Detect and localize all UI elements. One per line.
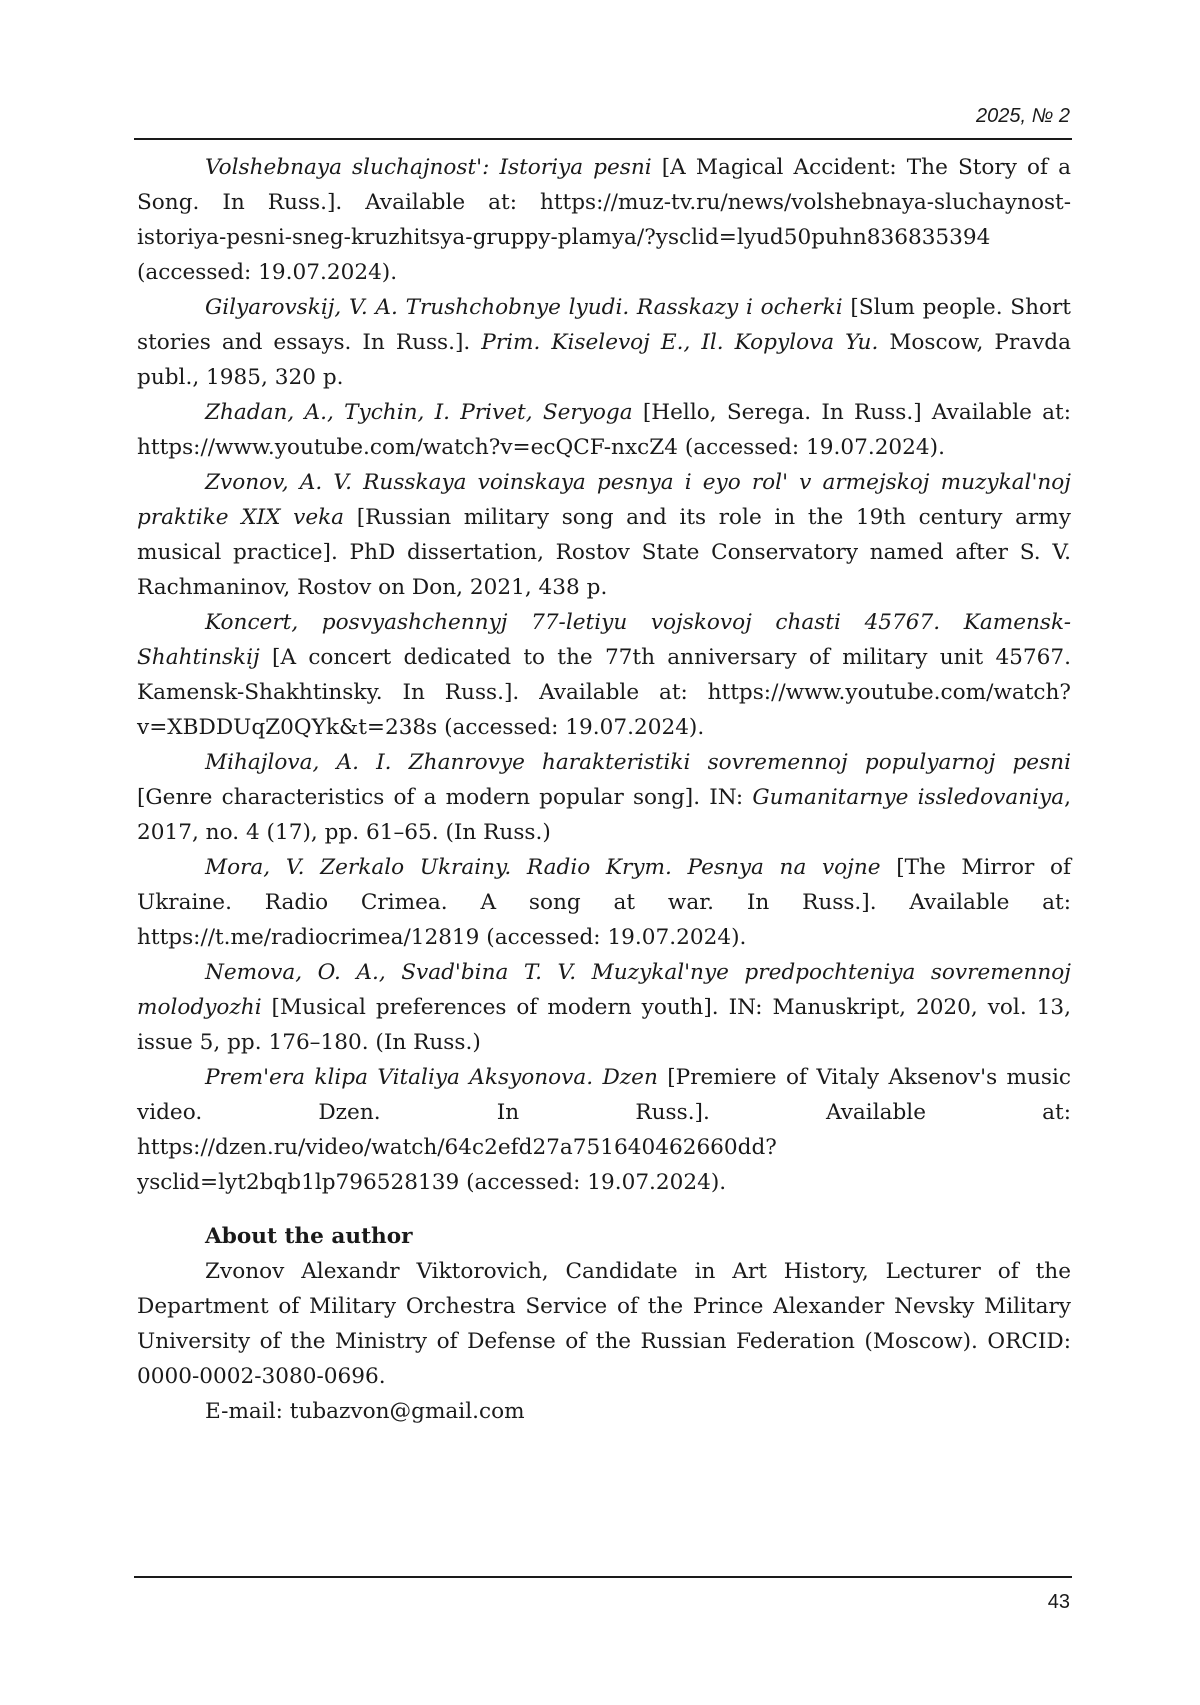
- about-author-section: [137, 1219, 1071, 1429]
- page-number: 43: [1047, 1591, 1070, 1613]
- reference-title: Zvonov, A. V. Russkaya voinskaya pesnya i eyo rol' v armejskoj muzykal'noj praktike XIX veka: [137, 470, 1071, 530]
- reference-details-secondary: , 2017, no. 4 (17), pp. 61–65. (In Russ.): [137, 785, 1072, 845]
- reference-details: [A Magical Accident: The Story of a Song. In Russ.]. Available at: https://muz-tv.ru/news/volshebnaya-sluchaynost-istoriya-pesni-sneg-kruzhitsya-gruppy-plamya/?ysclid=lyud50puhn836835394 (accessed: 19.07.2024).: [137, 155, 1071, 285]
- page-content: [137, 150, 1071, 1429]
- reference-entry: [137, 1060, 1071, 1200]
- reference-details: [A concert dedicated to the 77th anniversary of military unit 45767. Kamensk-Shakhtinsky. In Russ.]. Available at: https://www.youtube.com/watch?v=XBDDUqZ0QYk&t=238s (accessed: 19.07.2024).: [137, 645, 1071, 740]
- reference-details: [Premiere of Vitaly Aksenov's music video. Dzen. In Russ.]. Available at: https://dzen.ru/video/watch/64c2efd27a751640462660dd?ysclid=lyt2bqb1lp796528139 (accessed: 19.07.2024).: [137, 1065, 1071, 1195]
- reference-details-secondary: Moscow, Pravda publ., 1985, 320 p.: [137, 330, 1072, 390]
- reference-details: [Musical preferences of modern youth]. IN: Manuskript, 2020, vol. 13, issue 5, pp. 176–180. (In Russ.): [137, 995, 1071, 1055]
- reference-title-secondary: Prim. Kiselevoj E., Il. Kopylova Yu.: [481, 330, 879, 355]
- reference-details: [Slum people. Short stories and essays. In Russ.].: [137, 295, 1071, 355]
- reference-entry: [137, 850, 1071, 955]
- reference-title: Prem'era klipa Vitaliya Aksyonova. Dzen: [205, 1065, 658, 1090]
- reference-title: Gilyarovskij, V. A. Trushchobnye lyudi. Rasskazy i ocherki: [205, 295, 843, 320]
- reference-entry: [137, 955, 1071, 1060]
- reference-entry: [137, 150, 1071, 290]
- reference-entry: [137, 745, 1071, 850]
- header-rule: [134, 138, 1072, 140]
- reference-list: [137, 150, 1071, 1200]
- about-author-heading: About the author: [205, 1224, 413, 1249]
- reference-details: [Hello, Serega. In Russ.] Available at: https://www.youtube.com/watch?v=ecQCF-nxcZ4 (accessed: 19.07.2024).: [137, 400, 1072, 460]
- footer-rule: [134, 1576, 1072, 1578]
- reference-details: [The Mirror of Ukraine. Radio Crimea. A song at war. In Russ.]. Available at: https://t.me/radiocrimea/12819 (accessed: 19.07.2024).: [137, 855, 1071, 950]
- reference-entry: [137, 395, 1071, 465]
- reference-title: Mora, V. Zerkalo Ukrainy. Radio Krym. Pesnya na vojne: [205, 855, 881, 880]
- author-email: E-mail: tubazvon@gmail.com: [205, 1399, 525, 1424]
- reference-entry: [137, 465, 1071, 605]
- reference-title: Zhadan, A., Tychin, I. Privet, Seryoga: [205, 400, 633, 425]
- reference-entry: [137, 605, 1071, 745]
- author-bio: Zvonov Alexandr Viktorovich, Candidate in Art History, Lecturer of the Department of Military Orchestra Service of the Prince Alexander Nevsky Military University of the Ministry of Defense of the Russian Federation (Moscow). ORCID: 0000-0002-3080-0696.: [137, 1259, 1071, 1389]
- reference-details: [Russian military song and its role in the 19th century army musical practice]. PhD dissertation, Rostov State Conservatory named after S. V. Rachmaninov, Rostov on Don, 2021, 438 p.: [137, 505, 1071, 600]
- reference-title-secondary: Gumanitarnye issledovaniya: [752, 785, 1065, 810]
- reference-details: [Genre characteristics of a modern popular song]. IN:: [137, 785, 753, 810]
- reference-title: Volshebnaya sluchajnost': Istoriya pesni: [205, 155, 652, 180]
- reference-title: Koncert, posvyashchennyj 77-letiyu vojskovoj chasti 45767. Kamensk-Shahtinskij: [137, 610, 1071, 670]
- reference-title: Nemova, O. A., Svad'bina T. V. Muzykal'nye predpochteniya sovremennoj molodyozhi: [137, 960, 1071, 1020]
- journal-issue-header: 2025, № 2: [976, 105, 1070, 127]
- reference-entry: [137, 290, 1071, 395]
- reference-title: Mihajlova, A. I. Zhanrovye harakteristiki sovremennoj populyarnoj pesni: [205, 750, 1071, 775]
